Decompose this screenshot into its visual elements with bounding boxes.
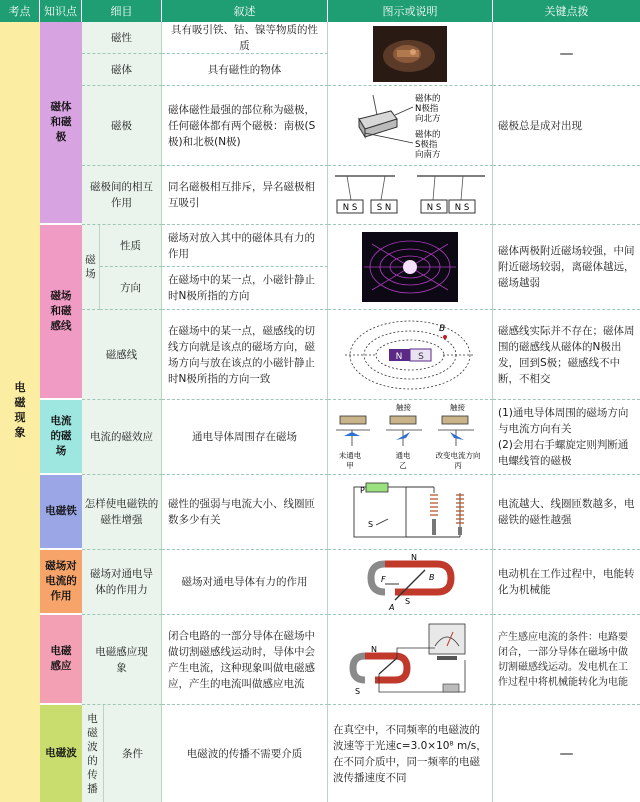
desc-xingzhi: 磁场对放入其中的磁体具有力的作用 bbox=[162, 225, 328, 267]
key-zuoyong: 电动机在工作过程中，电能转化为机械能 bbox=[493, 550, 640, 615]
dash-text: — bbox=[559, 745, 574, 762]
force-on-conductor-diagram bbox=[355, 552, 465, 612]
header-col-xushu: 叙述 bbox=[162, 0, 328, 22]
item-cixing: 磁性 bbox=[82, 22, 162, 54]
header-col-guanjian: 关键点拨 bbox=[493, 0, 640, 22]
fig-b-label: B bbox=[439, 323, 446, 334]
key-ganying: 产生感应电流的条件：电路要闭合，一部分导体在磁场中做切割磁感线运动。发电机在工作过程中将机械能转化为电能 bbox=[493, 615, 640, 705]
pole-interaction-diagram bbox=[331, 170, 489, 220]
fig-a: A bbox=[389, 603, 395, 612]
illus-induction bbox=[328, 615, 493, 705]
fig-cap-2: 通电 bbox=[395, 451, 411, 460]
fig-s-line1: 磁体的 bbox=[415, 129, 441, 140]
field-lines-diagram bbox=[345, 315, 475, 395]
fig-cap-1: 未通电 bbox=[338, 451, 362, 460]
illus-field-lines bbox=[328, 310, 493, 400]
fig-b: B bbox=[429, 573, 435, 582]
fig-s-label: S bbox=[418, 351, 424, 362]
field-pattern-photo-icon bbox=[362, 232, 458, 302]
fig-touch-1: 触接 bbox=[396, 403, 411, 412]
header-col-kaodian: 考点 bbox=[0, 0, 40, 22]
group-diancibo bbox=[82, 705, 104, 802]
item-cigan: 磁感线 bbox=[82, 310, 162, 400]
item-xingzhi: 性质 bbox=[100, 225, 162, 267]
item-dianci: 怎样使电磁铁的磁性增强 bbox=[82, 475, 162, 550]
illus-magnet-photo bbox=[328, 22, 493, 86]
magnet-b: S N bbox=[376, 203, 392, 213]
section-induction: 电磁感应 bbox=[40, 615, 82, 705]
item-dianliu: 电流的磁效应 bbox=[82, 400, 162, 475]
item-cijijian: 磁极间的相互作用 bbox=[82, 166, 162, 225]
item-tiaojian: 条件 bbox=[104, 705, 162, 802]
section-force-on-current: 磁场对电流的作用 bbox=[40, 550, 82, 615]
desc-ciji: 磁体磁性最强的部位称为磁极，任何磁体都有两个磁极：南极(S极)和北极(N极) bbox=[162, 86, 328, 166]
illus-pole-interaction bbox=[328, 166, 493, 225]
fig-p-label: P bbox=[360, 486, 365, 495]
magnet-c: N S bbox=[426, 203, 442, 213]
item-fangxiang: 方向 bbox=[100, 267, 162, 310]
header-col-zhishidian: 知识点 bbox=[40, 0, 82, 22]
fig-n-line2: N极指 bbox=[415, 103, 439, 114]
fig-s-switch: S bbox=[368, 520, 374, 529]
electromagnet-circuit-diagram bbox=[340, 479, 480, 545]
section-em-wave: 电磁波 bbox=[40, 705, 82, 802]
fig-n: N bbox=[371, 644, 377, 654]
fig-s-line3: 向南方 bbox=[415, 149, 441, 160]
header-col-tushi: 图示或说明 bbox=[328, 0, 493, 22]
key-ciji: 磁极总是成对出现 bbox=[493, 86, 640, 166]
key-cigan: 磁感线实际并不存在；磁体周围的磁感线从磁体的N极出发，回到S极；磁感线不中断，不相交 bbox=[493, 310, 640, 400]
fig-cap-3: 改变电流方向 bbox=[435, 451, 481, 460]
fig-s-line2: S极指 bbox=[415, 139, 438, 150]
magnet-a: N S bbox=[342, 203, 358, 213]
desc-ganying: 闭合电路的一部分导体在磁场中做切割磁感线运动时，导体中会产生电流，这种现象叫做电磁感应，产生的电流叫做感应电流 bbox=[162, 615, 328, 705]
desc-cixing: 具有吸引铁、钴、镍等物质的性质 bbox=[162, 22, 328, 54]
key-diancibo bbox=[493, 705, 640, 802]
key-dianci: 电流越大、线圈匝数越多，电磁铁的磁性越强 bbox=[493, 475, 640, 550]
desc-citi: 具有磁性的物体 bbox=[162, 54, 328, 86]
group-cichang-text: 磁场 bbox=[85, 254, 96, 280]
fig-touch-2: 触接 bbox=[450, 403, 465, 412]
section-current-field: 电流的磁场 bbox=[40, 400, 82, 475]
desc-zuoyong: 磁场对通电导体有力的作用 bbox=[162, 550, 328, 615]
fig-sub-3: 丙 bbox=[454, 461, 462, 470]
illus-em-speed-text: 在真空中，不同频率的电磁波的波速等于光速c=3.0×10⁸ m/s，在不同介质中，同一频率的电磁波传播速度不同 bbox=[328, 705, 493, 802]
desc-fangxiang: 在磁场中的某一点，小磁针静止时N极所指的方向 bbox=[162, 267, 328, 310]
fig-sub-2: 乙 bbox=[399, 461, 407, 470]
fig-n-line1: 磁体的 bbox=[415, 93, 441, 104]
desc-cigan: 在磁场中的某一点，磁感线的切线方向就是该点的磁场方向，磁场方向与放在该点的小磁针静止时N极所指的方向一致 bbox=[162, 310, 328, 400]
item-ganying: 电磁感应现象 bbox=[82, 615, 162, 705]
item-zuoyong: 磁场对通电导体的作用力 bbox=[82, 550, 162, 615]
magnet-photo-icon bbox=[373, 26, 447, 82]
section-magnet-and-pole: 磁体和磁极 bbox=[40, 22, 82, 225]
group-cichang bbox=[82, 225, 100, 310]
magnet-d: N S bbox=[454, 203, 470, 213]
dash-text: — bbox=[559, 45, 574, 62]
desc-dianliu: 通电导体周围存在磁场 bbox=[162, 400, 328, 475]
section-electromagnet: 电磁铁 bbox=[40, 475, 82, 550]
key-cixing bbox=[493, 22, 640, 86]
group-diancibo-text: 电磁波的传播 bbox=[87, 712, 98, 795]
fig-s: S bbox=[405, 597, 411, 606]
illus-motor-principle bbox=[328, 550, 493, 615]
illus-electromagnet bbox=[328, 475, 493, 550]
section-field-and-lines: 磁场和磁感线 bbox=[40, 225, 82, 400]
fig-n: N bbox=[411, 553, 417, 562]
item-ciji: 磁极 bbox=[82, 86, 162, 166]
induction-experiment-diagram bbox=[335, 618, 485, 702]
illus-compass-magnet bbox=[328, 86, 493, 166]
header-col-ximu: 细目 bbox=[82, 0, 162, 22]
fig-f: F bbox=[381, 575, 386, 584]
key-field-strength: 磁体两极附近磁场较强，中间附近磁场较弱，离磁体越远，磁场越弱 bbox=[493, 225, 640, 310]
key-dianliu: (1)通电导体周围的磁场方向与电流方向有关 (2)会用右手螺旋定则判断通电螺线管的磁极 bbox=[493, 400, 640, 475]
fig-n-label: N bbox=[395, 351, 403, 362]
item-citi: 磁体 bbox=[82, 54, 162, 86]
hanging-magnet-diagram bbox=[335, 89, 485, 163]
kaodian-label: 电磁现象 bbox=[14, 381, 26, 439]
desc-cijijian: 同名磁极相互排斥，异名磁极相互吸引 bbox=[162, 166, 328, 225]
fig-s: S bbox=[355, 686, 361, 696]
fig-n-line3: 向北方 bbox=[415, 113, 441, 124]
illus-field-photo bbox=[328, 225, 493, 310]
desc-tiaojian: 电磁波的传播不需要介质 bbox=[162, 705, 328, 802]
desc-dianci: 磁性的强弱与电流大小、线圈匝数多少有关 bbox=[162, 475, 328, 550]
fig-sub-1: 甲 bbox=[346, 461, 354, 470]
oersted-experiment-diagram bbox=[330, 402, 490, 472]
illus-oersted bbox=[328, 400, 493, 475]
key-cijijian-empty bbox=[493, 166, 640, 225]
